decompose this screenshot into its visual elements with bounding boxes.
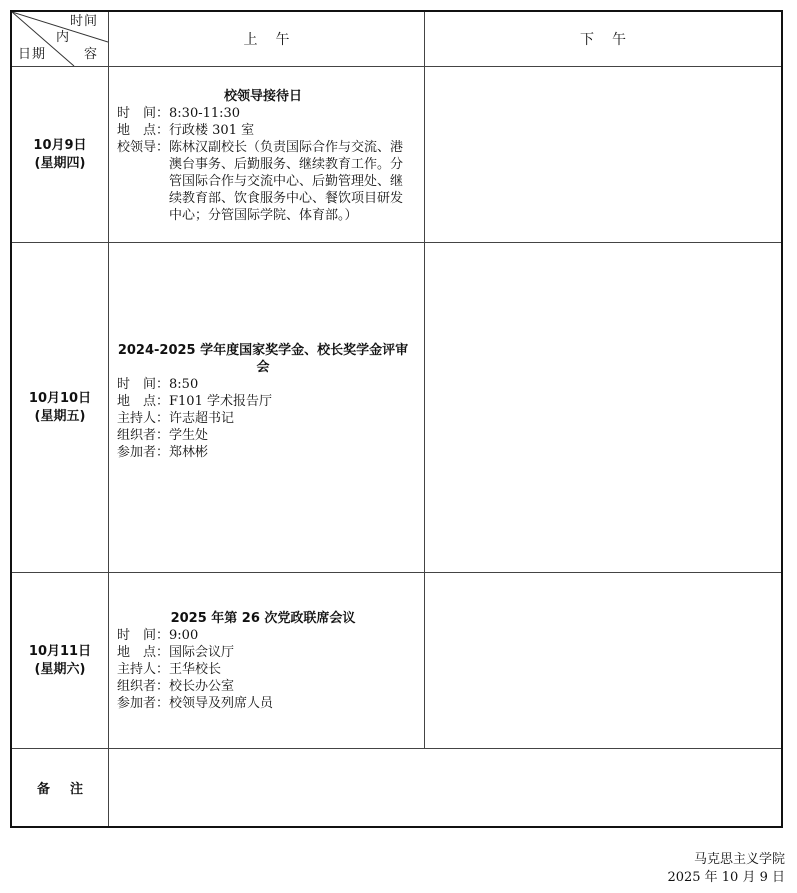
footer-date: 2025 年 10 月 9 日	[667, 870, 785, 885]
column-divider	[424, 12, 425, 748]
event-value: 8:30-11:30	[169, 106, 241, 121]
header-morning: 上午	[243, 32, 308, 48]
event-label: 参加者：	[117, 696, 170, 711]
event-line-organizer	[117, 427, 409, 444]
event-label: 地 点：	[117, 645, 170, 660]
morning-event	[117, 342, 409, 461]
event-value: 郑林彬	[169, 445, 209, 460]
date-cell	[12, 573, 108, 748]
event-value: 8:50	[169, 377, 199, 392]
event-title: 校领导接待日	[223, 89, 302, 104]
event-line-time	[117, 105, 409, 122]
event-value: 校长办公室	[169, 679, 235, 694]
event-label: 时 间：	[117, 106, 170, 121]
event-title: 2024-2025 学年度国家奖学金、校长奖学金评审会	[117, 343, 409, 375]
event-line-participants	[117, 695, 409, 712]
event-line-leader	[117, 139, 409, 224]
corner-label-time: 时间	[70, 14, 99, 29]
event-line-place	[117, 644, 409, 661]
event-line-time	[117, 376, 409, 393]
event-value: 学生处	[169, 428, 209, 443]
event-line-participants	[117, 444, 409, 461]
event-line-host	[117, 410, 409, 427]
event-label: 时 间：	[117, 377, 170, 392]
weekday-text: (星期六)	[34, 661, 86, 677]
event-label: 地 点：	[117, 394, 170, 409]
date-text: 10月9日	[33, 137, 87, 153]
corner-label-content2: 容	[84, 47, 99, 62]
event-value: 国际会议厅	[169, 645, 235, 660]
footer-org: 马克思主义学院	[693, 852, 785, 867]
remarks-label: 备注	[36, 782, 103, 797]
event-line-place	[117, 393, 409, 410]
remarks-content	[109, 749, 781, 826]
event-value: 行政楼 301 室	[169, 123, 255, 138]
event-label: 地 点：	[117, 123, 170, 138]
row-divider	[12, 572, 781, 573]
event-line-host	[117, 661, 409, 678]
row-divider	[12, 242, 781, 243]
event-value: 9:00	[169, 628, 199, 643]
row-divider	[12, 66, 781, 67]
event-value: 许志超书记	[169, 411, 235, 426]
event-line-organizer	[117, 678, 409, 695]
event-label: 组织者：	[117, 679, 170, 694]
event-label: 校领导：	[117, 140, 170, 155]
weekday-text: (星期四)	[34, 155, 86, 171]
event-line-place	[117, 122, 409, 139]
event-title: 2025 年第 26 次党政联席会议	[170, 611, 356, 626]
event-value: 王华校长	[169, 662, 222, 677]
event-value: 陈林汉副校长（负责国际合作与交流、港澳台事务、后勤服务、继续教育工作。分管国际合作与交流中心、后勤管理处、继续教育部、饮食服务中心、餐饮项目研发中心；分管国际学院、体育部。）	[169, 140, 404, 223]
event-value: 校领导及列席人员	[169, 696, 274, 711]
date-cell	[12, 243, 108, 572]
morning-event	[117, 88, 409, 224]
event-label: 参加者：	[117, 445, 170, 460]
date-text: 10月11日	[28, 643, 92, 659]
event-value: F101 学术报告厅	[169, 394, 272, 409]
event-label: 组织者：	[117, 428, 170, 443]
event-label: 主持人：	[117, 662, 170, 677]
schedule-table	[10, 10, 783, 828]
morning-event	[117, 610, 409, 712]
column-divider	[108, 12, 109, 826]
event-line-time	[117, 627, 409, 644]
event-label: 时 间：	[117, 628, 170, 643]
corner-label-content: 内	[56, 30, 71, 45]
date-text: 10月10日	[28, 390, 92, 406]
weekday-text: (星期五)	[34, 408, 86, 424]
date-cell	[12, 67, 108, 242]
footer	[667, 851, 785, 887]
header-afternoon: 下午	[580, 32, 644, 48]
event-label: 主持人：	[117, 411, 170, 426]
corner-label-date: 日期	[18, 47, 47, 62]
